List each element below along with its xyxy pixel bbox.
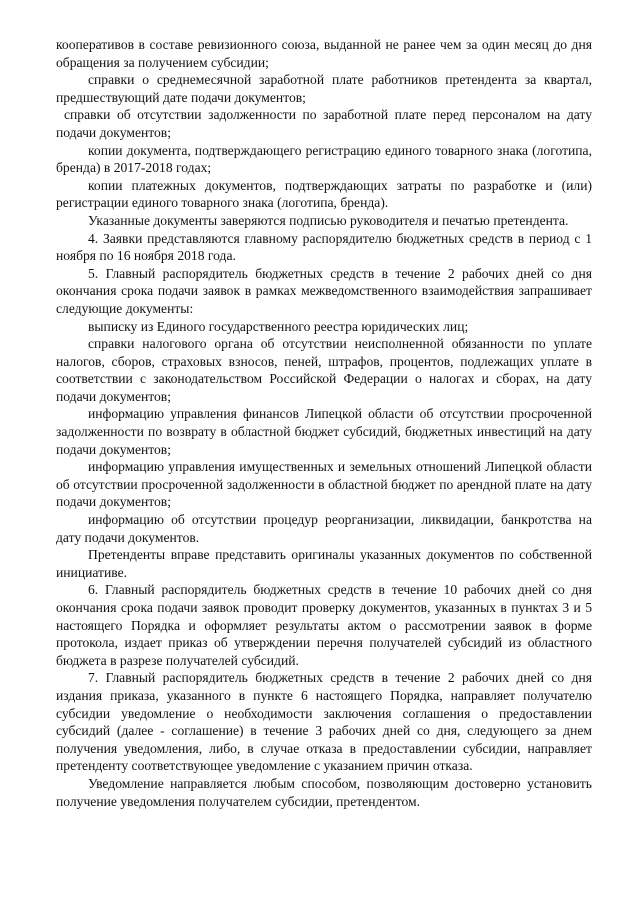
paragraph-property-info: информацию управления имущественных и земельных отношений Липецкой области об отсутствии просроченной задолженности в областной бюджет по арендной плате на дату подачи документов; <box>56 459 592 510</box>
paragraph-no-debt-certificate: справки об отсутствии задолженности по заработной плате перед персоналом на дату подачи документов; <box>56 107 592 140</box>
paragraph-salary-certificate: справки о среднемесячной заработной плате работников претендента за квартал, предшествующий дате подачи документов; <box>56 72 592 105</box>
paragraph-item-4: 4. Заявки представляются главному распорядителю бюджетных средств в период с 1 ноября по 16 ноября 2018 года. <box>56 230 592 264</box>
paragraph-originals: Претенденты вправе представить оригиналы указанных документов по собственной инициативе. <box>56 547 592 580</box>
paragraph-payment-documents: копии платежных документов, подтверждающих затраты по разработке и (или) регистрации единого товарного знака (логотипа, бренда). <box>56 177 592 211</box>
paragraph-bankruptcy-info: информацию об отсутствии процедур реорганизации, ликвидации, банкротства на дату подачи документов. <box>56 512 592 545</box>
paragraph-item-7: 7. Главный распорядитель бюджетных средств в течение 2 рабочих дней со дня издания приказа, указанного в пункте 6 настоящего Порядка, направляет получателю субсидии уведомление о необходимости заключения соглашения о предоставлении субсидий (далее - соглашение) в течение 3 рабочих дней со дня, следующего за днем получения уведомления, либо, в случае отказа в предоставлении субсидии, направляет претенденту соответствующее уведомление с указанием причин отказа. <box>56 670 592 774</box>
paragraph-cooperatives: кооперативов в составе ревизионного союза, выданной не ранее чем за один месяц до дня обращения за получением субсидии; <box>56 37 592 70</box>
paragraph-item-5: 5. Главный распорядитель бюджетных средств в течение 2 рабочих дней со дня окончания срока подачи заявок в рамках межведомственного взаимодействия запрашивает следующие документы: <box>56 265 592 316</box>
document-page <box>56 36 592 810</box>
paragraph-certification: Указанные документы заверяются подписью руководителя и печатью претендента. <box>88 212 569 228</box>
paragraph-item-6: 6. Главный распорядитель бюджетных средств в течение 10 рабочих дней со дня окончания срока подачи заявок проводит проверку документов, указанных в пунктах 3 и 5 настоящего Порядка и оформляет результаты актом о рассмотрении заявок в форме протокола, издает приказ об утверждении перечня получателей субсидий из областного бюджета в разрезе получателей субсидий. <box>56 582 592 668</box>
paragraph-notification: Уведомление направляется любым способом, позволяющим достоверно установить получение уведомления получателем субсидии, претендентом. <box>56 775 592 809</box>
paragraph-trademark-registration: копии документа, подтверждающего регистрацию единого товарного знака (логотипа, бренда) в 2017-2018 годах; <box>56 142 592 176</box>
paragraph-tax-certificate: справки налогового органа об отсутствии неисполненной обязанности по уплате налогов, сборов, страховых взносов, пеней, штрафов, процентов, подлежащих уплате в соответствии с законодательством Российской Федерации о налогах и сборах, на дату подачи документов; <box>56 336 592 404</box>
paragraph-egrul-extract: выписку из Единого государственного реестра юридических лиц; <box>88 318 469 334</box>
paragraph-finance-info: информацию управления финансов Липецкой области об отсутствии просроченной задолженности по возврату в областной бюджет субсидий, бюджетных инвестиций на дату подачи документов; <box>56 406 592 457</box>
